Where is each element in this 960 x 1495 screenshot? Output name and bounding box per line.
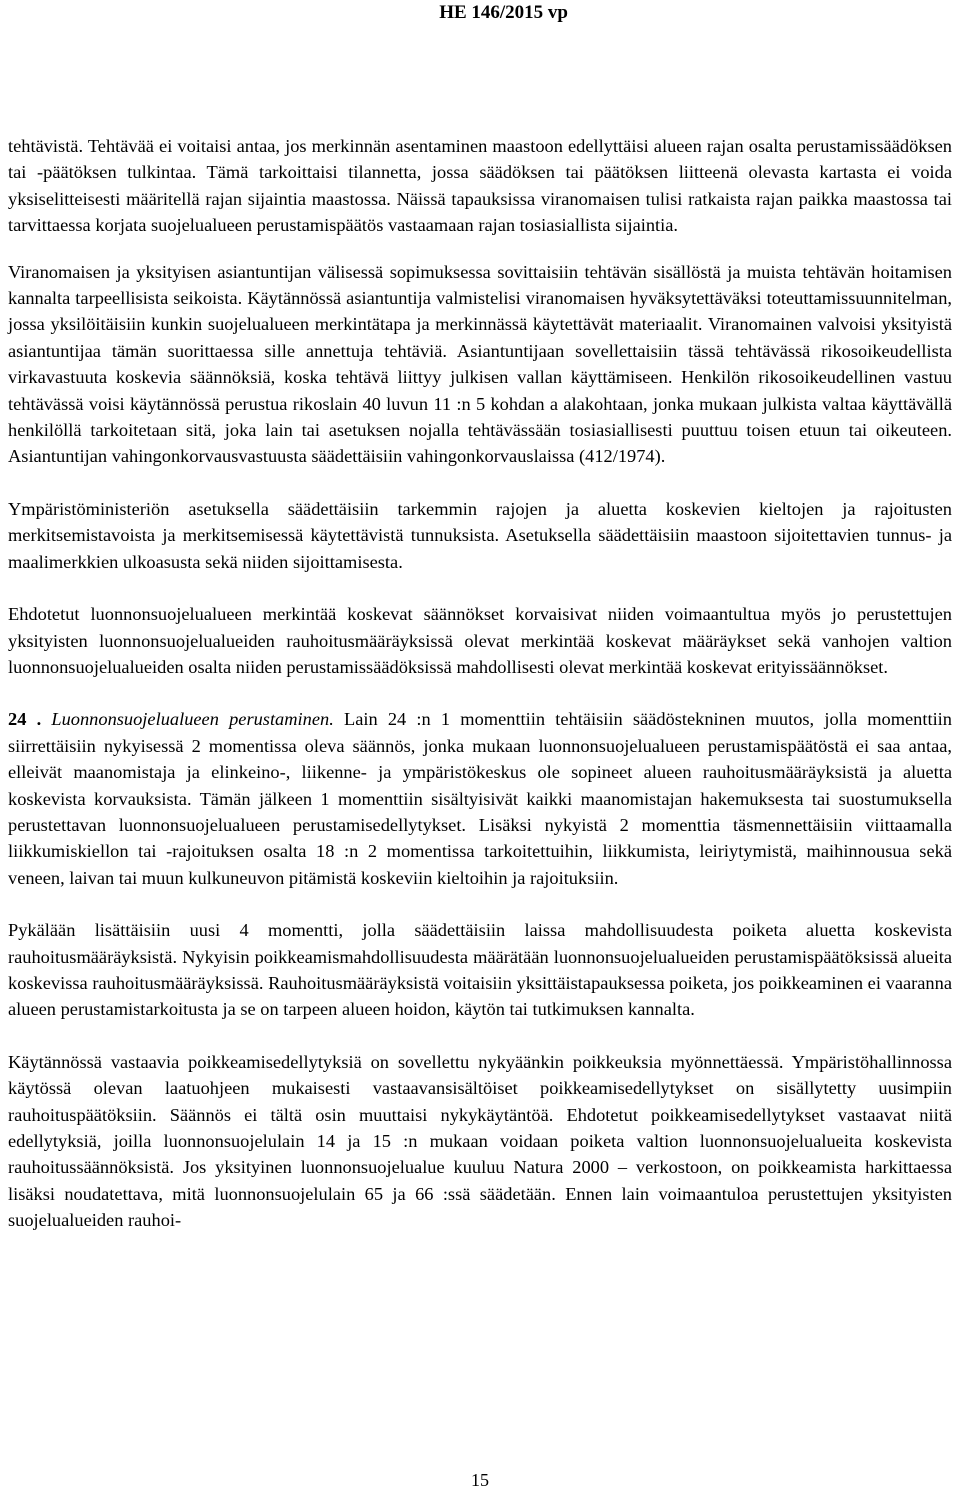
paragraph: Käytännössä vastaavia poikkeamisedellytyksiä on sovellettu nykyäänkin poikkeuksia myönnettäessä. Ympäristöhallinnossa käytössä olevan laatuohjeen mukaisesti vastaavansisältöiset poikkeamisedellytykset on sisällytetty uusimpiin rauhoituspäätöksiin. Säännös ei tältä osin muuttaisi nykykäytäntöä. Ehdotetut poikkeamisedellytykset vastaavat niitä edellytyksiä, joilla luonnonsuojelulain 14 ja 15 :n mukaan voidaan poiketa valtion luonnonsuojelualueita koskevista rauhoitussäännöksistä. Jos yksityinen luonnonsuojelualue kuuluu Natura 2000 – verkostoon, on poikkeamista harkittaessa lisäksi noudatettava, mitä luonnonsuojelulain 65 ja 66 :ssä säädetään. Ennen lain voimaantuloa perustettujen yksityisten suojelualueiden rauhoi- [8,1051,952,1231]
document-body [8,133,952,1260]
section-title: Luonnonsuojelualueen perustaminen. [51,709,334,730]
paragraph: Ehdotetut luonnonsuojelualueen merkintää koskevat säännökset korvaisivat niiden voimaantultua myös jo perustettujen yksityisten luonnonsuojelualueiden rauhoitusmääräyksissä olevat merkintää koskevat määräykset sekä vanhojen valtion luonnonsuojelualueiden osalta niiden perustamissäädöksissä mahdollisesti olevat merkintää koskevat erityissäännökset. [8,604,952,677]
paragraph: tehtävistä. Tehtävää ei voitaisi antaa, jos merkinnän asentaminen maastoon edellyttäisi alueen rajan osalta perustamissäädöksen tai -päätöksen tulkintaa. Tämä tarkoittaisi tilannetta, jossa säädöksen tai päätöksen liitteenä olevasta kartasta ei voida yksiselitteisesti määritellä rajan sijaintia maastossa. Näissä tapauksissa viranomaisen tulisi ratkaista rajan paikka maastossa tai tarvittaessa korjata suojelualueen perustamispäätös vastaamaan rajan tosiasiallista sijaintia. [8,136,952,236]
paragraph: Pykälään lisättäisiin uusi 4 momentti, jolla säädettäisiin laissa mahdollisuudesta poiketa aluetta koskevista rauhoitusmääräyksistä. Nykyisin poikkeamismahdollisuudesta määrätään luonnonsuojelualueiden perustamispäätöksissä alueita koskevissa rauhoitusmääräyksissä. Rauhoitusmääräyksistä voitaisiin yksittäistapauksessa poiketa, jos poikkeaminen ei vaaranna alueen perustamistarkoitusta ja se on tarpeen alueen hoidon, käytön tai tutkimuksen kannalta. [8,920,952,1020]
paragraph: Viranomaisen ja yksityisen asiantuntijan välisessä sopimuksessa sovittaisiin tehtävän sisällöstä ja muista tehtävän hoitamisen kannalta tarpeellisista seikoista. Käytännössä asiantuntija valmistelisi viranomaisen hyväksytettäväksi toteuttamissuunnitelman, jossa yksilöitäisiin kunkin suojelualueen merkintätapa ja merkinnässä käytettävät materiaalit. Viranomainen valvoisi yksityistä asiantuntijaa tämän suorittaessa sille annettuja tehtäviä. Asiantuntijaan sovellettaisiin tässä tehtävässä rikosoikeudellista virkavastuuta koskevia säännöksiä, koska tehtävä liittyy julkisen vallan käyttämiseen. Henkilön rikosoikeudellinen vastuu tehtävässä voisi käytännössä perustua rikoslain 40 luvun 11 :n 5 kohdan a alakohtaan, jonka mukaan julkista valtaa käyttävällä henkilöllä tarkoitetaan sitä, joka lain tai asetuksen nojalla tehtävässään tosiasiallisesti puuttuu toisen etuun tai oikeuteen. Asiantuntijan vahingonkorvausvastuusta säädettäisiin vahingonkorvauslaissa (412/1974). [8,261,952,467]
page-number: 15 [471,1470,489,1490]
paragraph: Ympäristöministeriön asetuksella säädettäisiin tarkemmin rajojen ja aluetta koskevien kieltojen ja rajoitusten merkitsemistavoista ja merkitsemisessä käytettävistä tunnuksista. Asetuksella säädettäisiin maastoon sijoitettavien tunnus- ja maalimerkkien ulkoasusta sekä niiden sijoittamisesta. [8,498,952,572]
section-paragraph [8,706,952,891]
document-id: HE 146/2015 vp [439,2,568,23]
section-number: 24 . [8,709,42,730]
section-body: Lain 24 :n 1 momenttiin tehtäisiin säädöstekninen muutos, jolla momenttiin siirrettäisiin nykyisessä 2 momentissa oleva säännös, jonka mukaan luonnonsuojelualueen perustamispäätöstä ei saa antaa, elleivät maanomistaja ja elinkeino-, liikenne- ja ympäristökeskus ole sopineet alueen rauhoitusmääräyksistä ja aluetta koskevista korvauksista. Tämän jälkeen 1 momenttiin sisältyisivät kaikki maanomistajan hakemuksesta tai suostumuksella perustettavan luonnonsuojelualueen perustamisedellytykset. Lisäksi nykyistä 2 momenttia täsmennettäisiin viittaamalla liikkumiskiellon tai -rajoituksen osalta 18 :n 2 momentissa tarkoitettuihin, liikkumista, leiriytymistä, maihinnousua sekä veneen, laivan tai muun kulkuneuvon pitämistä koskeviin kieltoihin ja rajoituksiin. [8,709,952,888]
